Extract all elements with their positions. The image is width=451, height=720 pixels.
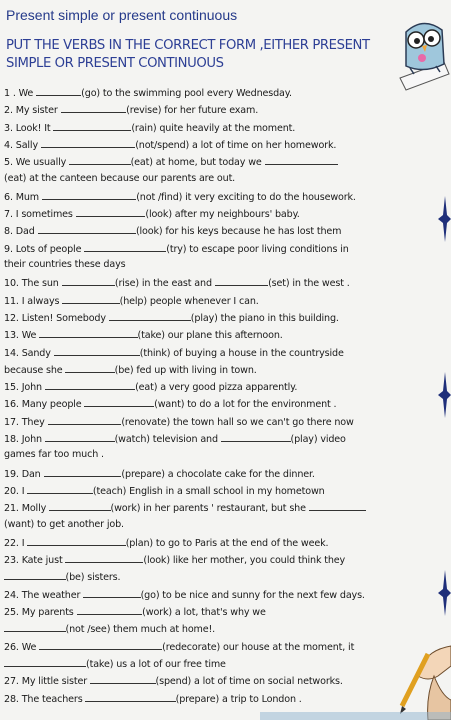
answer-blank[interactable] <box>27 536 125 546</box>
exercise-line <box>4 432 346 445</box>
answer-blank[interactable] <box>4 657 86 667</box>
line-text: (look) for his keys because he has lost them <box>135 226 342 238</box>
answer-blank[interactable] <box>45 432 115 442</box>
line-text: (rain) quite heavily at the moment. <box>131 122 296 134</box>
line-text: (want) to get another job. <box>4 518 124 530</box>
line-text: 11. I always <box>4 295 63 307</box>
line-text: (renovate) the town hall so we can't go there now <box>121 416 354 428</box>
answer-blank[interactable] <box>215 276 268 286</box>
answer-blank[interactable] <box>84 242 166 252</box>
exercise-line <box>4 536 328 549</box>
answer-blank[interactable] <box>84 397 154 407</box>
exercise-line <box>4 397 336 410</box>
line-text: (not/spend) a lot of time on her homework. <box>135 139 337 151</box>
exercise-line <box>4 86 292 99</box>
line-text: 24. The weather <box>4 589 84 601</box>
exercise-line <box>4 640 354 653</box>
exercise-line <box>4 294 259 307</box>
line-text: (teach) English in a small school in my hometown <box>92 485 325 497</box>
line-text: because she <box>4 364 66 376</box>
answer-blank[interactable] <box>45 380 135 390</box>
exercise-line <box>4 276 350 289</box>
line-text: (take) us a lot of our free time <box>86 658 226 670</box>
answer-blank[interactable] <box>65 553 143 563</box>
line-text: 22. I <box>4 537 28 549</box>
line-text: 1 . We <box>4 88 37 99</box>
page-title: Present simple or present continuous <box>6 7 238 23</box>
line-text: (eat) at the canteen because our parents are out. <box>4 172 236 184</box>
answer-blank[interactable] <box>36 86 81 96</box>
answer-blank[interactable] <box>48 415 122 425</box>
line-text: (be) sisters. <box>65 572 121 584</box>
line-text: (set) in the west . <box>268 278 350 290</box>
answer-blank[interactable] <box>90 674 156 684</box>
line-text: (not /find) it very exciting to do the housework. <box>136 191 356 203</box>
exercise-line <box>4 207 300 220</box>
answer-blank[interactable] <box>53 121 131 131</box>
line-text: (help) people whenever I can. <box>119 295 259 307</box>
line-text: (take) our plane this afternoon. <box>137 330 283 342</box>
star-decoration <box>436 372 451 418</box>
answer-blank[interactable] <box>109 311 191 321</box>
line-text: 3. Look! It <box>4 122 54 134</box>
line-text: (eat) a very good pizza apparently. <box>135 382 298 394</box>
line-text: 10. The sun <box>4 278 62 290</box>
line-text: 6. Mum <box>4 191 42 203</box>
exercise-line <box>4 190 356 203</box>
line-text: (plan) to go to Paris at the end of the week. <box>125 537 329 549</box>
line-text: 14. Sandy <box>4 347 54 359</box>
footer-decoration <box>260 712 451 720</box>
answer-blank[interactable] <box>54 346 140 356</box>
line-text: 25. My parents <box>4 607 77 618</box>
exercise-line <box>4 103 258 116</box>
exercise-line <box>4 570 120 583</box>
answer-blank[interactable] <box>4 570 66 580</box>
line-text: 5. We usually <box>4 157 70 169</box>
exercise-line <box>4 674 343 687</box>
answer-blank[interactable] <box>309 501 366 511</box>
line-text: (rise) in the east and <box>114 278 215 290</box>
line-text: 17. They <box>4 416 48 428</box>
line-text: (watch) television and <box>114 434 221 445</box>
line-text: 23. Kate just <box>4 555 66 567</box>
line-text: (work) a lot, that's why we <box>142 607 266 618</box>
answer-blank[interactable] <box>61 103 127 113</box>
exercise-line <box>4 484 325 497</box>
exercise-line <box>4 519 124 530</box>
exercise-line <box>4 449 104 460</box>
exercise-line <box>4 692 302 705</box>
line-text: (spend) a lot of time on social networks. <box>155 676 343 688</box>
line-text: 21. Molly <box>4 503 50 515</box>
exercise-line <box>4 380 297 393</box>
exercise-line <box>4 259 125 270</box>
line-text: 8. Dad <box>4 226 38 238</box>
owl-illustration <box>396 12 451 92</box>
exercise-line <box>4 553 345 566</box>
answer-blank[interactable] <box>4 622 66 632</box>
exercise-line <box>4 588 365 601</box>
line-text: 19. Dan <box>4 468 44 480</box>
answer-blank[interactable] <box>221 432 291 442</box>
line-text: 27. My little sister <box>4 676 90 688</box>
exercise-line <box>4 501 366 514</box>
line-text: 13. We <box>4 330 40 342</box>
answer-blank[interactable] <box>49 501 111 511</box>
line-text: (redecorate) our house at the moment, it <box>162 641 355 653</box>
line-text: (play) the piano in this building. <box>190 312 339 324</box>
line-text: (prepare) a trip to London . <box>175 693 302 705</box>
exercise-line <box>4 346 344 359</box>
answer-blank[interactable] <box>83 588 140 598</box>
exercise-line <box>4 242 349 255</box>
exercise-line <box>4 138 336 151</box>
line-text: 9. Lots of people <box>4 243 85 255</box>
exercise-line <box>4 363 257 376</box>
answer-blank[interactable] <box>85 692 175 702</box>
line-text: 7. I sometimes <box>4 209 76 221</box>
exercise-line <box>4 622 215 635</box>
line-text: (not /see) them much at home!. <box>65 624 216 636</box>
answer-blank[interactable] <box>65 363 114 373</box>
line-text: 2. My sister <box>4 105 61 117</box>
answer-blank[interactable] <box>44 467 122 477</box>
answer-blank[interactable] <box>38 224 136 234</box>
answer-blank[interactable] <box>62 276 115 286</box>
line-text: 28. The teachers <box>4 693 86 705</box>
line-text: (eat) at home, but today we <box>130 157 265 169</box>
exercise-line <box>4 311 339 324</box>
line-text: 4. Sally <box>4 139 41 151</box>
line-text: games far too much . <box>4 449 104 461</box>
hand-writing-illustration <box>398 636 451 720</box>
answer-blank[interactable] <box>39 328 137 338</box>
line-text: 15. John <box>4 382 45 394</box>
line-text: (think) of buying a house in the countryside <box>139 347 344 359</box>
line-text: (want) to do a lot for the environment . <box>154 399 337 411</box>
line-text: (go) to the swimming pool every Wednesday. <box>81 88 292 99</box>
line-text: (go) to be nice and sunny for the next few days. <box>140 589 365 601</box>
line-text: (look) like her mother, you could think they <box>143 555 346 567</box>
line-text: (look) after my neighbours' baby. <box>145 209 300 221</box>
exercise-line <box>4 328 283 341</box>
exercise-line <box>4 605 266 618</box>
line-text: (be) fed up with living in town. <box>114 364 257 376</box>
exercise-line <box>4 173 235 184</box>
line-text: (play) video <box>290 434 346 445</box>
line-text: 18. John <box>4 434 45 445</box>
answer-blank[interactable] <box>27 484 93 494</box>
line-text: 20. I <box>4 485 28 497</box>
answer-blank[interactable] <box>77 605 143 615</box>
exercise-line <box>4 155 338 168</box>
exercise-line <box>4 415 354 428</box>
answer-blank[interactable] <box>42 190 136 200</box>
exercise-line <box>4 467 315 480</box>
line-text: (prepare) a chocolate cake for the dinner. <box>121 468 315 480</box>
answer-blank[interactable] <box>62 294 119 304</box>
answer-blank[interactable] <box>265 155 339 165</box>
star-decoration <box>436 570 451 616</box>
line-text: 16. Many people <box>4 399 85 411</box>
line-text: their countries these days <box>4 259 126 270</box>
exercise-line <box>4 657 226 670</box>
line-text: 12. Listen! Somebody <box>4 312 109 324</box>
line-text: (try) to escape poor living conditions in <box>166 243 349 255</box>
line-text: (work) in her parents ' restaurant, but she <box>110 503 309 515</box>
answer-blank[interactable] <box>39 640 162 650</box>
line-text: 26. We <box>4 641 40 653</box>
star-decoration <box>436 196 451 242</box>
line-text: (revise) for her future exam. <box>126 105 259 117</box>
instruction-text: PUT THE VERBS IN THE CORRECT FORM ,EITHER PRESENT SIMPLE OR PRESENT CONTINUOUS <box>6 38 370 71</box>
answer-blank[interactable] <box>41 138 135 148</box>
exercise-line <box>4 224 341 237</box>
answer-blank[interactable] <box>69 155 131 165</box>
answer-blank[interactable] <box>76 207 146 217</box>
exercise-line <box>4 121 295 134</box>
